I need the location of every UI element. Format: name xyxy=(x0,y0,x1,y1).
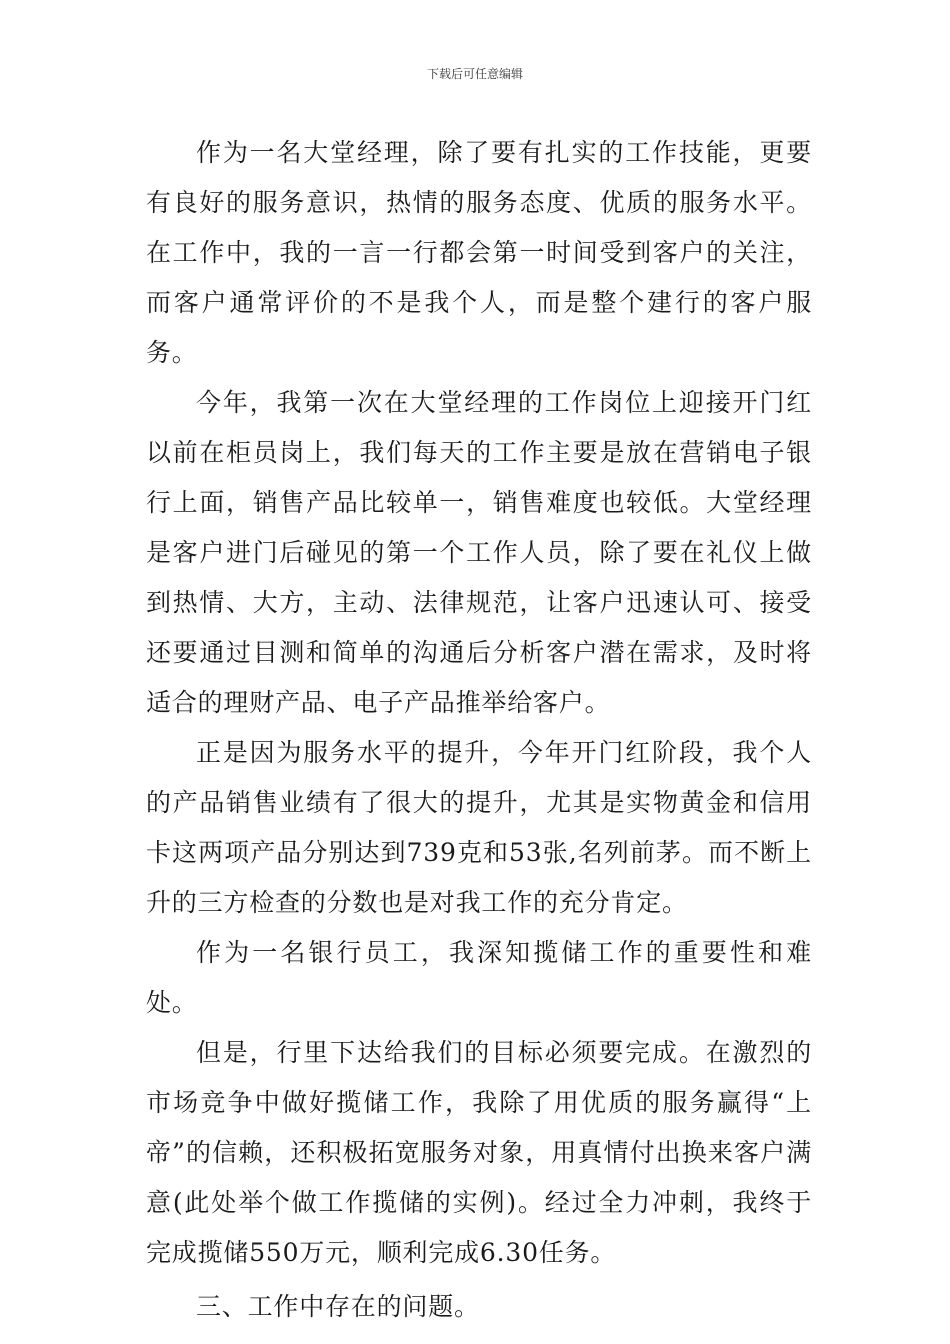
paragraph-sales-results: 正是因为服务水平的提升，今年开门红阶段，我个人的产品销售业绩有了很大的提升，尤其是实物黄金和信用卡这两项产品分别达到739克和53张,名列前茅。而不断上升的三方检查的分数也是对我工作的充分肯定。 xyxy=(146,738,812,917)
document-body xyxy=(146,128,812,1332)
paragraph-new-role: 今年，我第一次在大堂经理的工作岗位上迎接开门红以前在柜员岗上，我们每天的工作主要是放在营销电子银行上面，销售产品比较单一，销售难度也较低。大堂经理是客户进门后碰见的第一个工作人员，除了要在礼仪上做到热情、大方，主动、法律规范，让客户迅速认可、接受还要通过目测和简单的沟通后分析客户潜在需求，及时将适合的理财产品、电子产品推举给客户。 xyxy=(146,388,812,717)
section-heading-problems: 三、工作中存在的问题。 xyxy=(196,1292,480,1321)
paragraph-service-awareness: 作为一名大堂经理，除了要有扎实的工作技能，更要有良好的服务意识，热情的服务态度、优质的服务水平。在工作中，我的一言一行都会第一时间受到客户的关注，而客户通常评价的不是我个人，而是整个建行的客户服务。 xyxy=(146,138,812,367)
page-header: 下载后可任意编辑 xyxy=(426,67,523,81)
paragraph-deposit-results: 但是，行里下达给我们的目标必须要完成。在激烈的市场竞争中做好揽储工作，我除了用优质的服务赢得“上帝”的信赖，还积极拓宽服务对象，用真情付出换来客户满意(此处举个做工作揽储的实例)。经过全力冲刺，我终于完成揽储550万元，顺利完成6.30任务。 xyxy=(146,1038,812,1267)
paragraph-deposit-importance: 作为一名银行员工，我深知揽储工作的重要性和难处。 xyxy=(146,938,812,1017)
